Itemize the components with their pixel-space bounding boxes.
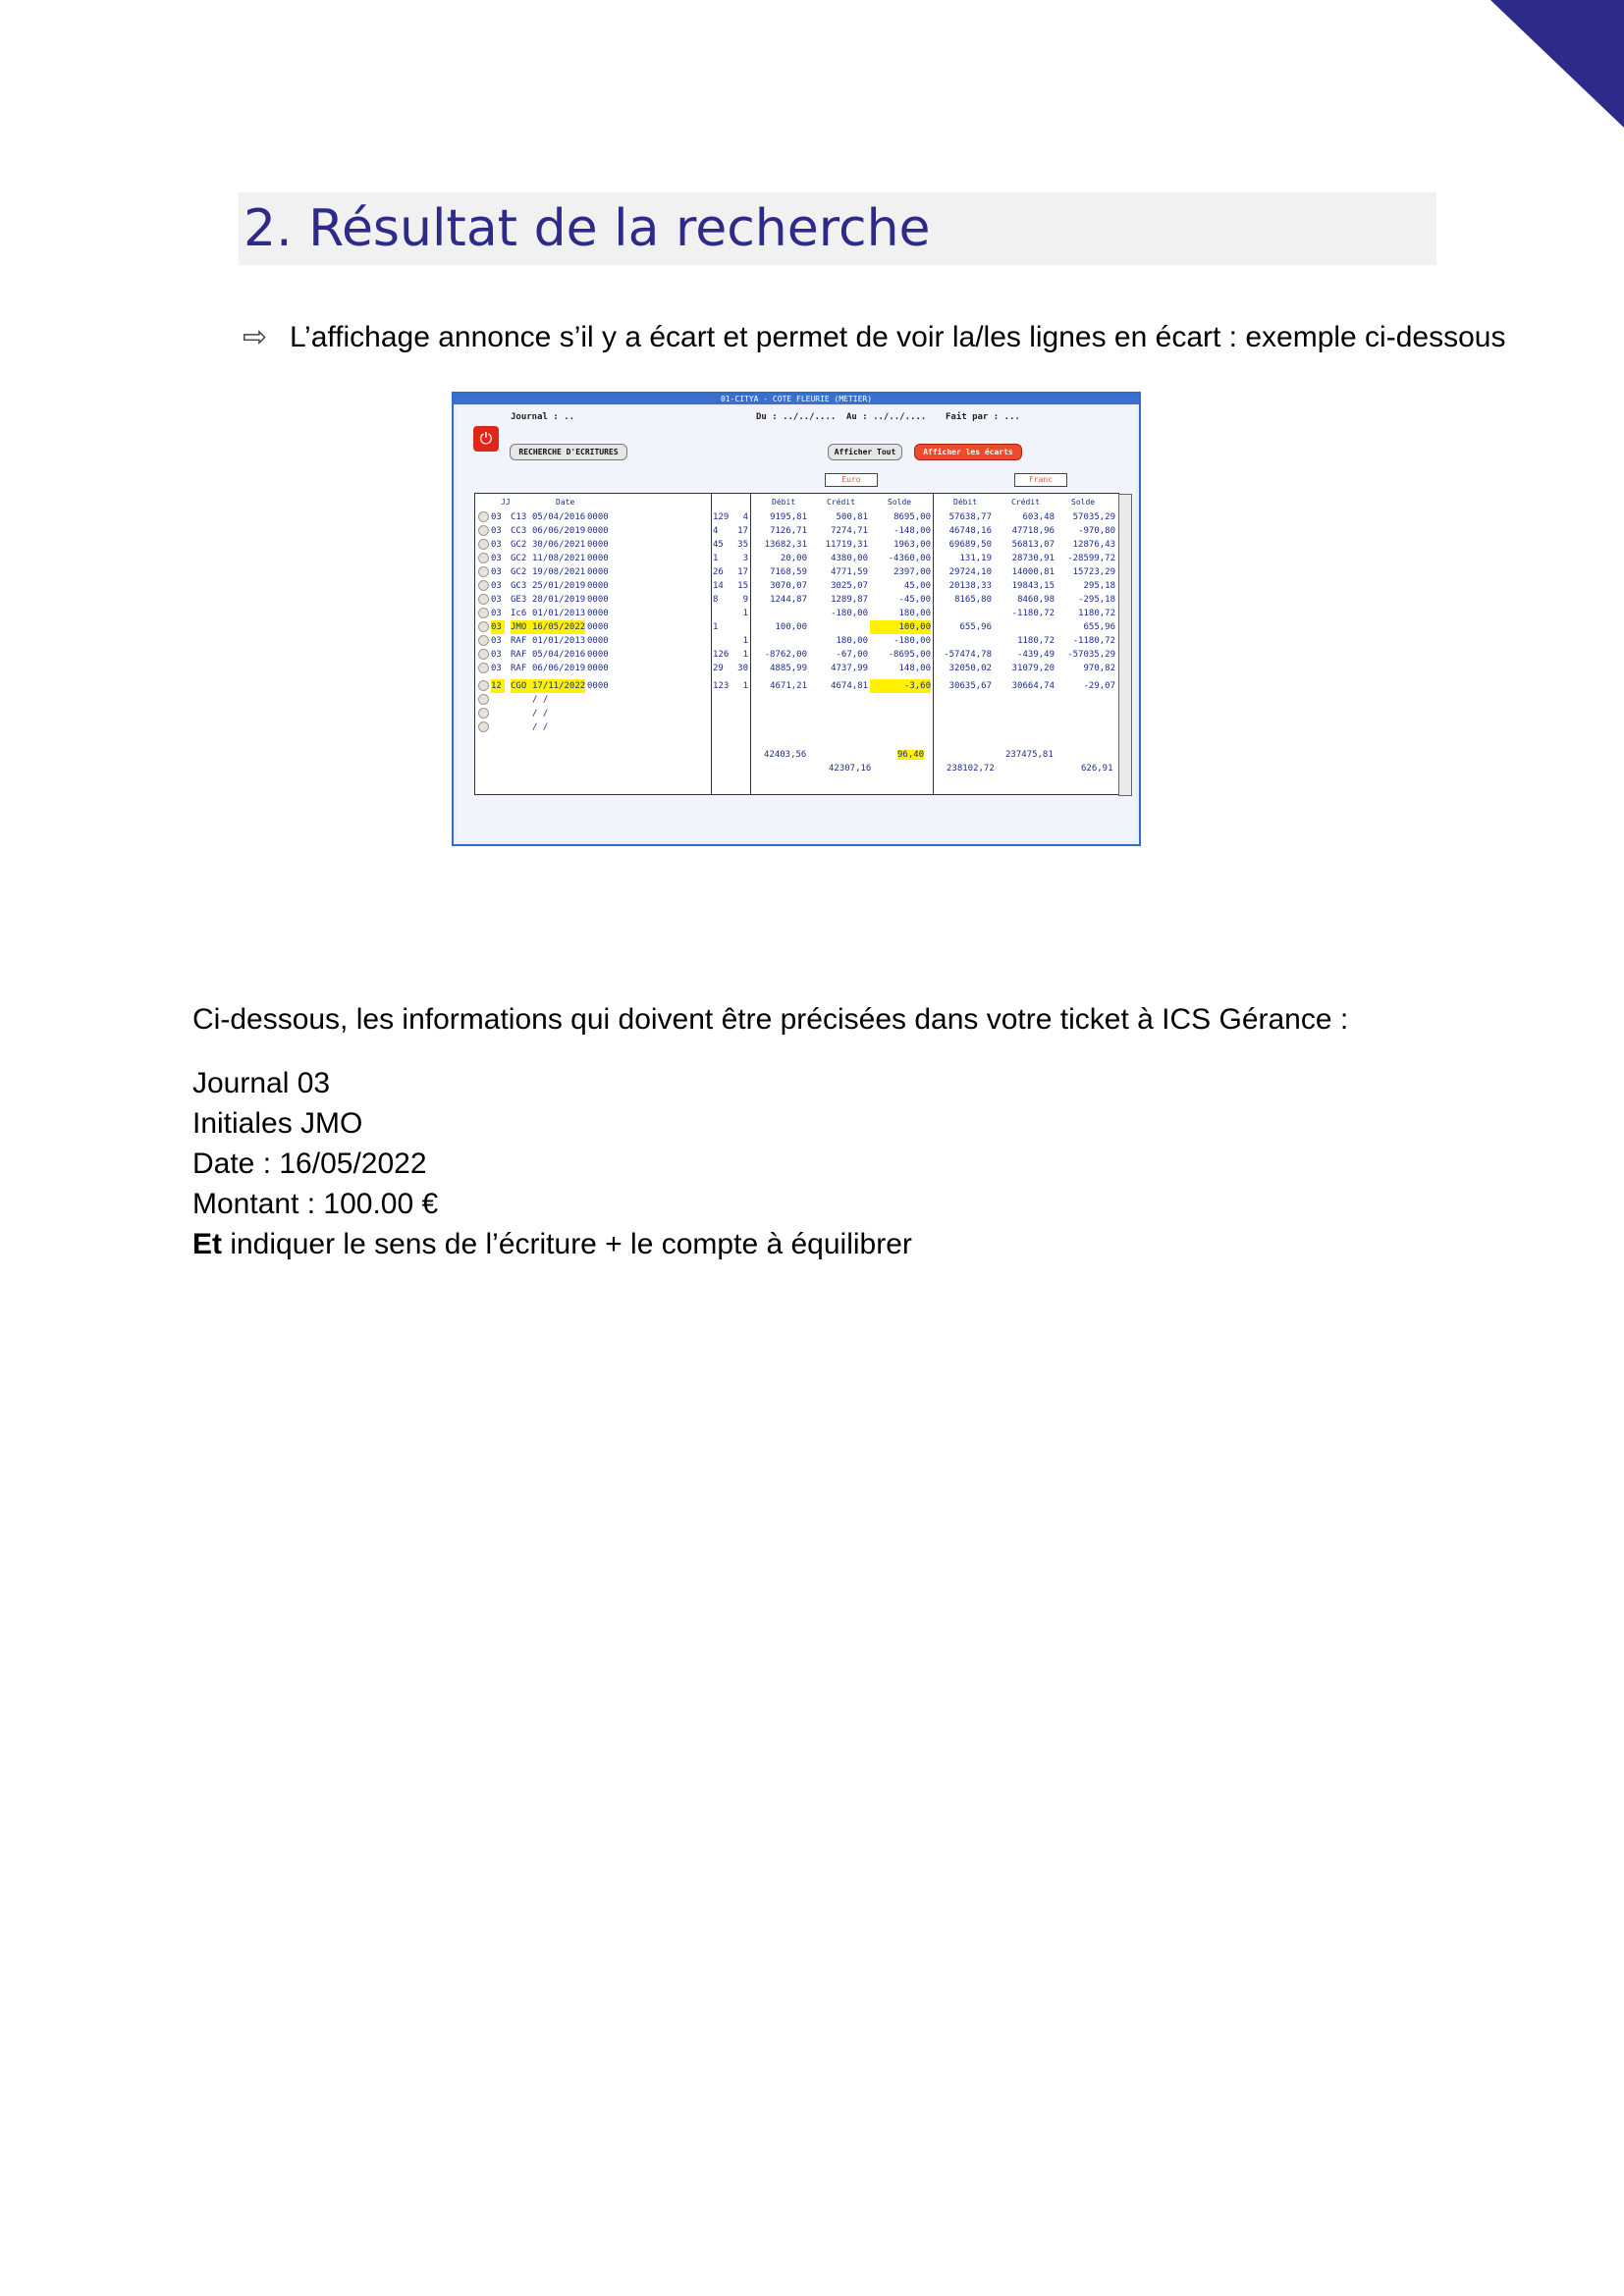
cell-code: GC2 [511,554,527,563]
cell-n1: 29 [713,664,724,673]
header-jj: JJ [501,498,511,507]
cell-n1: 4 [713,526,719,536]
cell-n2: 30 [737,664,748,673]
cell-solde: 148,00 [898,664,931,673]
cell-n2: 3 [742,554,748,563]
cell-credit: -180,00 [831,609,868,618]
cell-jj: 03 [491,526,502,536]
row-radio-button[interactable] [478,594,489,605]
header-credit: Crédit [827,498,855,507]
cell-n1: 1 [713,622,719,632]
recherche-ecritures-button[interactable]: RECHERCHE D'ECRITURES [510,444,627,460]
et-line [192,1225,912,1264]
cell-jj: 03 [491,664,502,673]
cell-n1: 45 [713,540,724,550]
cell-credit: 4380,00 [831,554,868,563]
header-debit: Débit [772,498,796,507]
cell-jj: 03 [491,581,502,591]
cell-jj: 03 [491,620,505,634]
fait-par-label[interactable]: Fait par : ... [946,412,1020,422]
cell-solde: -8695,00 [888,650,931,660]
cell-jj: 03 [491,650,502,660]
cell-jj: 03 [491,636,502,646]
cell-solde: -45,00 [898,595,931,605]
cell-jj: 12 [491,679,505,693]
cell-date: 05/04/2016 [532,512,586,522]
cell-solde: 45,00 [903,581,931,591]
cell-debit2: -57474,78 [944,650,992,660]
cell-n2: 4 [742,512,748,522]
cell-debit2: 46748,16 [948,526,992,536]
table-row[interactable] [475,579,1118,593]
cell-n2: 15 [737,581,748,591]
arrow-right-icon: ⇨ [243,321,268,353]
cell-solde: 2397,00 [893,567,931,577]
table-row[interactable] [475,648,1118,662]
cell-credit: 1289,87 [831,595,868,605]
cell-debit: -8762,00 [764,650,807,660]
cell-debit: 20,00 [780,554,807,563]
header-credit-franc: Crédit [1011,498,1040,507]
cell-debit2: 29724,10 [948,567,992,577]
window-title: 01-CITYA - COTE FLEURIE (METIER) [454,394,1139,404]
total-solde-franc: 626,91 [1081,764,1113,774]
cell-credit2: 28730,91 [1011,554,1055,563]
cell-time: 0000 [587,622,609,632]
table-row[interactable] [475,707,1118,721]
cell-jj: 03 [491,595,502,605]
cell-jj: 03 [491,609,502,618]
cell-solde2: 57035,29 [1072,512,1115,522]
cell-credit: 4771,59 [831,567,868,577]
cell-solde2: -28599,72 [1067,554,1115,563]
cell-time: 0000 [587,512,609,522]
row-radio-button[interactable] [478,708,489,719]
cell-code: CC3 [511,526,527,536]
franc-label: Franc [1014,473,1067,487]
row-radio-button[interactable] [478,621,489,632]
cell-n2: 1 [742,681,748,691]
total-credit: 42307,16 [829,764,872,774]
app-body [457,406,1136,841]
table-row[interactable] [475,721,1118,734]
du-label[interactable]: Du : ../../.... [756,412,837,422]
cell-n2: 9 [742,595,748,605]
cell-code: Ic6 [511,609,527,618]
bullet-line [243,318,1505,357]
header-solde-franc: Solde [1071,498,1096,507]
cell-date: / / [532,709,549,719]
row-radio-button[interactable] [478,694,489,705]
cell-debit: 7126,71 [770,526,807,536]
cell-debit: 4671,21 [770,681,807,691]
cell-jj: 03 [491,567,502,577]
et-bold: Et [192,1228,222,1260]
cell-solde2: -29,07 [1083,681,1115,691]
cell-solde: -4360,00 [888,554,931,563]
cell-credit2: 56813,07 [1011,540,1055,550]
cell-date: 17/11/2022 [532,681,586,691]
header-date: Date [556,498,575,507]
cell-solde2: 970,82 [1083,664,1115,673]
cell-time: 0000 [587,540,609,550]
cell-debit: 4885,99 [770,664,807,673]
cell-debit2: 30635,67 [948,681,992,691]
cell-date: 19/08/2021 [532,567,586,577]
cell-n2: 17 [737,567,748,577]
euro-label: Euro [825,473,878,487]
montant-line: Montant : 100.00 € [192,1188,439,1220]
cell-code: CGO [511,679,532,693]
cell-credit: 7274,71 [831,526,868,536]
row-radio-button[interactable] [478,649,489,660]
cell-solde2: 655,96 [1083,622,1115,632]
afficher-tout-button[interactable]: Afficher Tout [828,444,902,460]
cell-n1: 14 [713,581,724,591]
cell-date: 11/08/2021 [532,554,586,563]
header-solde: Solde [888,498,912,507]
cell-date: 28/01/2019 [532,595,586,605]
app-screenshot [452,392,1141,846]
cell-credit2: 1180,72 [1017,636,1055,646]
total-credit-franc: 238102,72 [947,764,995,774]
row-radio-button[interactable] [478,580,489,591]
cell-debit: 100,00 [775,622,807,632]
table-row[interactable] [475,662,1118,675]
cell-n1: 26 [713,567,724,577]
cell-date: / / [532,695,549,705]
power-icon[interactable]: ⏻ [473,426,499,452]
cell-date: 01/01/2013 [532,609,586,618]
cell-date: 16/05/2022 [532,622,586,632]
cell-debit2: 57638,77 [948,512,992,522]
total-debit-franc: 237475,81 [1005,750,1054,760]
cell-credit2: -1180,72 [1011,609,1055,618]
cell-jj: 03 [491,554,502,563]
cell-solde2: 12876,43 [1072,540,1115,550]
cell-credit2: 30664,74 [1011,681,1055,691]
cell-debit2: 32050,02 [948,664,992,673]
row-radio-button[interactable] [478,608,489,618]
cell-debit2: 69689,50 [948,540,992,550]
au-label[interactable]: Au : ../../.... [846,412,927,422]
cell-solde2: -1180,72 [1072,636,1115,646]
cell-credit2: 14000,81 [1011,567,1055,577]
table-row[interactable] [475,693,1118,707]
cell-n2: 35 [737,540,748,550]
cell-credit: 4737,99 [831,664,868,673]
cell-credit: -67,00 [836,650,868,660]
et-rest: indiquer le sens de l’écriture + le compte à équilibrer [222,1228,912,1260]
cell-time: 0000 [587,681,609,691]
cell-code: RAF [511,650,527,660]
journal-label: Journal : .. [511,412,575,422]
table-row[interactable] [475,552,1118,565]
cell-solde2: -295,18 [1078,595,1115,605]
cell-n1: 1 [713,554,719,563]
cell-time: 0000 [587,609,609,618]
cell-n2: 1 [742,636,748,646]
cell-code: RAF [511,664,527,673]
section-heading: 2. Résultat de la recherche [244,199,931,258]
row-radio-button[interactable] [478,553,489,563]
cell-code: JMO [511,620,532,634]
row-radio-button[interactable] [478,511,489,522]
cell-solde2: 295,18 [1083,581,1115,591]
table-row[interactable] [475,593,1118,607]
cell-jj: 03 [491,540,502,550]
cell-code: RAF [511,636,527,646]
cell-credit2: 31079,20 [1011,664,1055,673]
cell-credit: 11719,31 [825,540,868,550]
total-debit: 42403,56 [764,750,807,760]
row-radio-button[interactable] [478,663,489,673]
cell-time: 0000 [587,526,609,536]
cell-n1: 8 [713,595,719,605]
cell-time: 0000 [587,554,609,563]
table-row[interactable] [475,607,1118,620]
cell-code: GC2 [511,540,527,550]
intro-text: Ci-dessous, les informations qui doivent être précisées dans votre ticket à ICS Gérance : [192,1003,1349,1036]
cell-time: 0000 [587,636,609,646]
cell-solde: -148,00 [893,526,931,536]
cell-n2: 1 [742,650,748,660]
cell-date: 06/06/2019 [532,664,586,673]
row-radio-button[interactable] [478,635,489,646]
cell-jj: 03 [491,512,502,522]
table-row[interactable] [475,565,1118,579]
cell-n2: 1 [742,609,748,618]
cell-code: GE3 [511,595,527,605]
cell-time: 0000 [587,567,609,577]
cell-code: GC2 [511,567,527,577]
row-radio-button[interactable] [478,680,489,691]
cell-credit: 180,00 [836,636,868,646]
cell-debit: 9195,81 [770,512,807,522]
cell-solde2: 15723,29 [1072,567,1115,577]
cell-time: 0000 [587,581,609,591]
cell-credit: 4674,81 [831,681,868,691]
cell-n1: 126 [713,650,730,660]
scrollbar[interactable] [1118,494,1132,796]
results-grid [474,493,1119,795]
table-row[interactable] [475,620,1118,634]
cell-time: 0000 [587,595,609,605]
cell-credit: 3025,07 [831,581,868,591]
cell-credit: 500,81 [836,512,868,522]
cell-credit2: 603,48 [1022,512,1055,522]
row-radio-button[interactable] [478,566,489,577]
cell-date: 01/01/2013 [532,636,586,646]
cell-credit2: 19843,15 [1011,581,1055,591]
row-radio-button[interactable] [478,525,489,536]
cell-date: 05/04/2016 [532,650,586,660]
cell-n1: 123 [713,681,730,691]
cell-solde: 1963,00 [893,540,931,550]
cell-date: / / [532,722,549,732]
cell-debit: 3070,07 [770,581,807,591]
cell-solde: 100,00 [870,620,931,634]
row-radio-button[interactable] [478,721,489,732]
cell-solde2: -970,80 [1078,526,1115,536]
total-ecart: 96,40 [897,750,925,760]
corner-triangle-decoration [1490,0,1624,128]
cell-solde2: -57035,29 [1067,650,1115,660]
table-row[interactable] [475,524,1118,538]
cell-debit2: 655,96 [959,622,992,632]
cell-solde: -3,60 [870,679,931,693]
cell-time: 0000 [587,664,609,673]
row-radio-button[interactable] [478,539,489,550]
cell-code: GC3 [511,581,527,591]
cell-n2: 17 [737,526,748,536]
cell-time: 0000 [587,650,609,660]
cell-solde: 8695,00 [893,512,931,522]
cell-date: 25/01/2019 [532,581,586,591]
cell-solde: 180,00 [898,609,931,618]
table-row[interactable] [475,679,1118,693]
cell-date: 06/06/2019 [532,526,586,536]
bullet-text: L’affichage annonce s’il y a écart et permet de voir la/les lignes en écart : exemple ci-dessous [290,321,1506,353]
cell-solde2: 1180,72 [1078,609,1115,618]
afficher-ecarts-button[interactable]: Afficher les écarts [914,444,1022,460]
cell-credit2: 8460,98 [1017,595,1055,605]
header-debit-franc: Débit [953,498,978,507]
cell-debit: 7168,59 [770,567,807,577]
cell-date: 30/06/2021 [532,540,586,550]
cell-n1: 129 [713,512,730,522]
table-row[interactable] [475,538,1118,552]
journal-line: Journal 03 [192,1067,331,1099]
cell-debit: 1244,87 [770,595,807,605]
table-row[interactable] [475,510,1118,524]
cell-credit2: 47718,96 [1011,526,1055,536]
cell-credit2: -439,49 [1017,650,1055,660]
initiales-line: Initiales JMO [192,1107,363,1140]
cell-debit2: 20138,33 [948,581,992,591]
cell-solde: -180,00 [893,636,931,646]
cell-code: C13 [511,512,527,522]
cell-debit: 13682,31 [764,540,807,550]
cell-debit2: 131,19 [959,554,992,563]
date-line: Date : 16/05/2022 [192,1148,427,1180]
table-row[interactable] [475,634,1118,648]
cell-debit2: 8165,80 [954,595,992,605]
